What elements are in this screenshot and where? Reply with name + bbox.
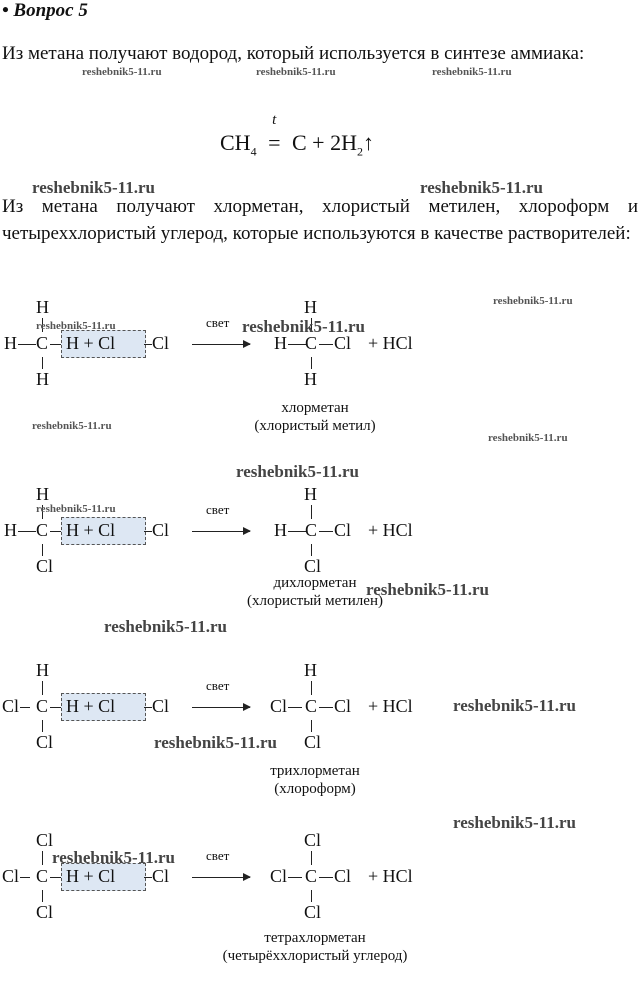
bond-horizontal xyxy=(319,707,333,708)
chlorine-atom: Cl xyxy=(152,333,170,353)
bond-horizontal xyxy=(288,531,306,532)
product-name: тетрахлорметан xyxy=(264,930,366,946)
bond-horizontal xyxy=(144,707,152,708)
left-top-atom: H xyxy=(36,484,49,504)
methane-formula: CH xyxy=(220,130,251,155)
right-top-atom: H xyxy=(304,297,317,317)
reaction-arrow-icon xyxy=(192,877,250,878)
watermark: reshebnik5-11.ru xyxy=(453,696,576,715)
bond-vertical xyxy=(42,890,43,902)
bond-vertical xyxy=(311,851,312,865)
reaction-arrow-icon xyxy=(192,344,250,345)
left-top-atom: H xyxy=(36,297,49,317)
bond-vertical xyxy=(311,890,312,902)
right-bottom-atom: Cl xyxy=(304,556,322,576)
bond-vertical xyxy=(311,681,312,695)
reacting-pair: H + Cl xyxy=(66,696,116,716)
left-substituent: Cl xyxy=(2,696,20,716)
left-substituent: Cl xyxy=(2,866,20,886)
bond-horizontal xyxy=(288,877,302,878)
hcl-product: + HCl xyxy=(368,333,413,353)
watermark: reshebnik5-11.ru xyxy=(36,503,116,515)
bond-horizontal xyxy=(319,877,333,878)
paragraph-solvents: Из метана получают хлорметан, хлористый метилен, хлороформ и четыреххлористый углерод, которые используются в качестве растворителей: xyxy=(2,196,638,244)
chlorine-atom: Cl xyxy=(152,696,170,716)
hcl-product: + HCl xyxy=(368,696,413,716)
watermark: reshebnik5-11.ru xyxy=(432,66,512,78)
product-alt-name: (хлористый метилен) xyxy=(247,593,383,609)
arrow-label: свет xyxy=(206,678,230,693)
arrow-label: свет xyxy=(206,848,230,863)
watermark: reshebnik5-11.ru xyxy=(242,317,365,336)
bond-horizontal xyxy=(144,344,152,345)
watermark: reshebnik5-11.ru xyxy=(32,178,155,197)
carbon-atom: C xyxy=(305,866,318,886)
left-bottom-atom: Cl xyxy=(36,732,54,752)
bond-horizontal xyxy=(288,344,306,345)
bond-horizontal xyxy=(288,707,302,708)
watermark: reshebnik5-11.ru xyxy=(256,66,336,78)
bond-vertical xyxy=(311,505,312,519)
right-substituent: Cl xyxy=(270,866,288,886)
product-name: хлорметан xyxy=(281,400,349,416)
right-bottom-atom: H xyxy=(304,369,317,389)
watermark: reshebnik5-11.ru xyxy=(52,848,175,867)
right-substituent: Cl xyxy=(270,696,288,716)
watermark: reshebnik5-11.ru xyxy=(366,580,489,599)
watermark: reshebnik5-11.ru xyxy=(493,295,573,307)
bond-horizontal xyxy=(144,877,152,878)
bond-horizontal xyxy=(319,531,333,532)
chlorine-atom: Cl xyxy=(334,866,352,886)
right-bottom-atom: Cl xyxy=(304,732,322,752)
carbon-atom: C xyxy=(305,333,318,353)
watermark: reshebnik5-11.ru xyxy=(36,320,116,332)
product-name: трихлорметан xyxy=(270,763,360,779)
watermark: reshebnik5-11.ru xyxy=(32,420,112,432)
bond-horizontal xyxy=(144,531,152,532)
chlorine-atom: Cl xyxy=(334,696,352,716)
reacting-pair: H + Cl xyxy=(66,333,116,353)
bond-horizontal xyxy=(18,344,36,345)
watermark: reshebnik5-11.ru xyxy=(453,813,576,832)
left-bottom-atom: Cl xyxy=(36,556,54,576)
left-bottom-atom: H xyxy=(36,369,49,389)
bond-vertical xyxy=(311,720,312,732)
watermark: reshebnik5-11.ru xyxy=(154,733,277,752)
hcl-product: + HCl xyxy=(368,520,413,540)
equation-methane-decomposition xyxy=(220,112,374,159)
paragraph-hydrogen: Из метана получают водород, который используется в синтезе аммиака: xyxy=(2,43,585,64)
bond-vertical xyxy=(42,851,43,865)
product-alt-name: (хлористый метил) xyxy=(254,418,376,434)
carbon-atom: C xyxy=(36,866,49,886)
chlorine-atom: Cl xyxy=(334,333,352,353)
carbon-atom: C xyxy=(36,696,49,716)
arrow-label: свет xyxy=(206,502,230,517)
equals: = xyxy=(268,130,281,155)
watermark: reshebnik5-11.ru xyxy=(420,178,543,197)
carbon-atom: C xyxy=(36,333,49,353)
bond-vertical xyxy=(311,357,312,369)
product-name: дихлорметан xyxy=(273,575,357,591)
bond-vertical xyxy=(311,544,312,556)
left-substituent: H xyxy=(4,333,17,353)
bond-vertical xyxy=(42,681,43,695)
left-substituent: H xyxy=(4,520,17,540)
left-bottom-atom: Cl xyxy=(36,902,54,922)
bond-vertical xyxy=(42,720,43,732)
bond-horizontal xyxy=(20,877,30,878)
carbon-atom: C xyxy=(36,520,49,540)
product-alt-name: (четырёххлористый углерод) xyxy=(222,948,408,964)
right-bottom-atom: Cl xyxy=(304,902,322,922)
bond-horizontal xyxy=(18,531,36,532)
watermark: reshebnik5-11.ru xyxy=(104,617,227,636)
watermark: reshebnik5-11.ru xyxy=(82,66,162,78)
gas-up-arrow-icon: ↑ xyxy=(362,130,374,155)
arrow-label: свет xyxy=(206,315,230,330)
subscript: 4 xyxy=(250,144,257,159)
chlorine-atom: Cl xyxy=(152,866,170,886)
chlorine-atom: Cl xyxy=(334,520,352,540)
right-substituent: H xyxy=(274,333,287,353)
products: C + 2H xyxy=(291,130,357,155)
temperature-label: t xyxy=(272,112,277,128)
reacting-pair: H + Cl xyxy=(66,866,116,886)
subscript: 2 xyxy=(356,144,363,159)
carbon-atom: C xyxy=(305,520,318,540)
right-top-atom: H xyxy=(304,484,317,504)
bond-horizontal xyxy=(20,707,30,708)
equals-sign xyxy=(268,112,281,156)
right-top-atom: H xyxy=(304,660,317,680)
watermark: reshebnik5-11.ru xyxy=(488,432,568,444)
reaction-arrow-icon xyxy=(192,531,250,532)
reacting-pair: H + Cl xyxy=(66,520,116,540)
bond-vertical xyxy=(42,357,43,369)
bond-vertical xyxy=(42,544,43,556)
right-substituent: H xyxy=(274,520,287,540)
right-top-atom: Cl xyxy=(304,830,322,850)
carbon-atom: C xyxy=(305,696,318,716)
question-heading: • Вопрос 5 xyxy=(2,0,88,21)
left-top-atom: H xyxy=(36,660,49,680)
bond-horizontal xyxy=(319,344,333,345)
watermark: reshebnik5-11.ru xyxy=(236,462,359,481)
chlorine-atom: Cl xyxy=(152,520,170,540)
reaction-arrow-icon xyxy=(192,707,250,708)
left-top-atom: Cl xyxy=(36,830,54,850)
product-alt-name: (хлороформ) xyxy=(274,781,356,797)
hcl-product: + HCl xyxy=(368,866,413,886)
